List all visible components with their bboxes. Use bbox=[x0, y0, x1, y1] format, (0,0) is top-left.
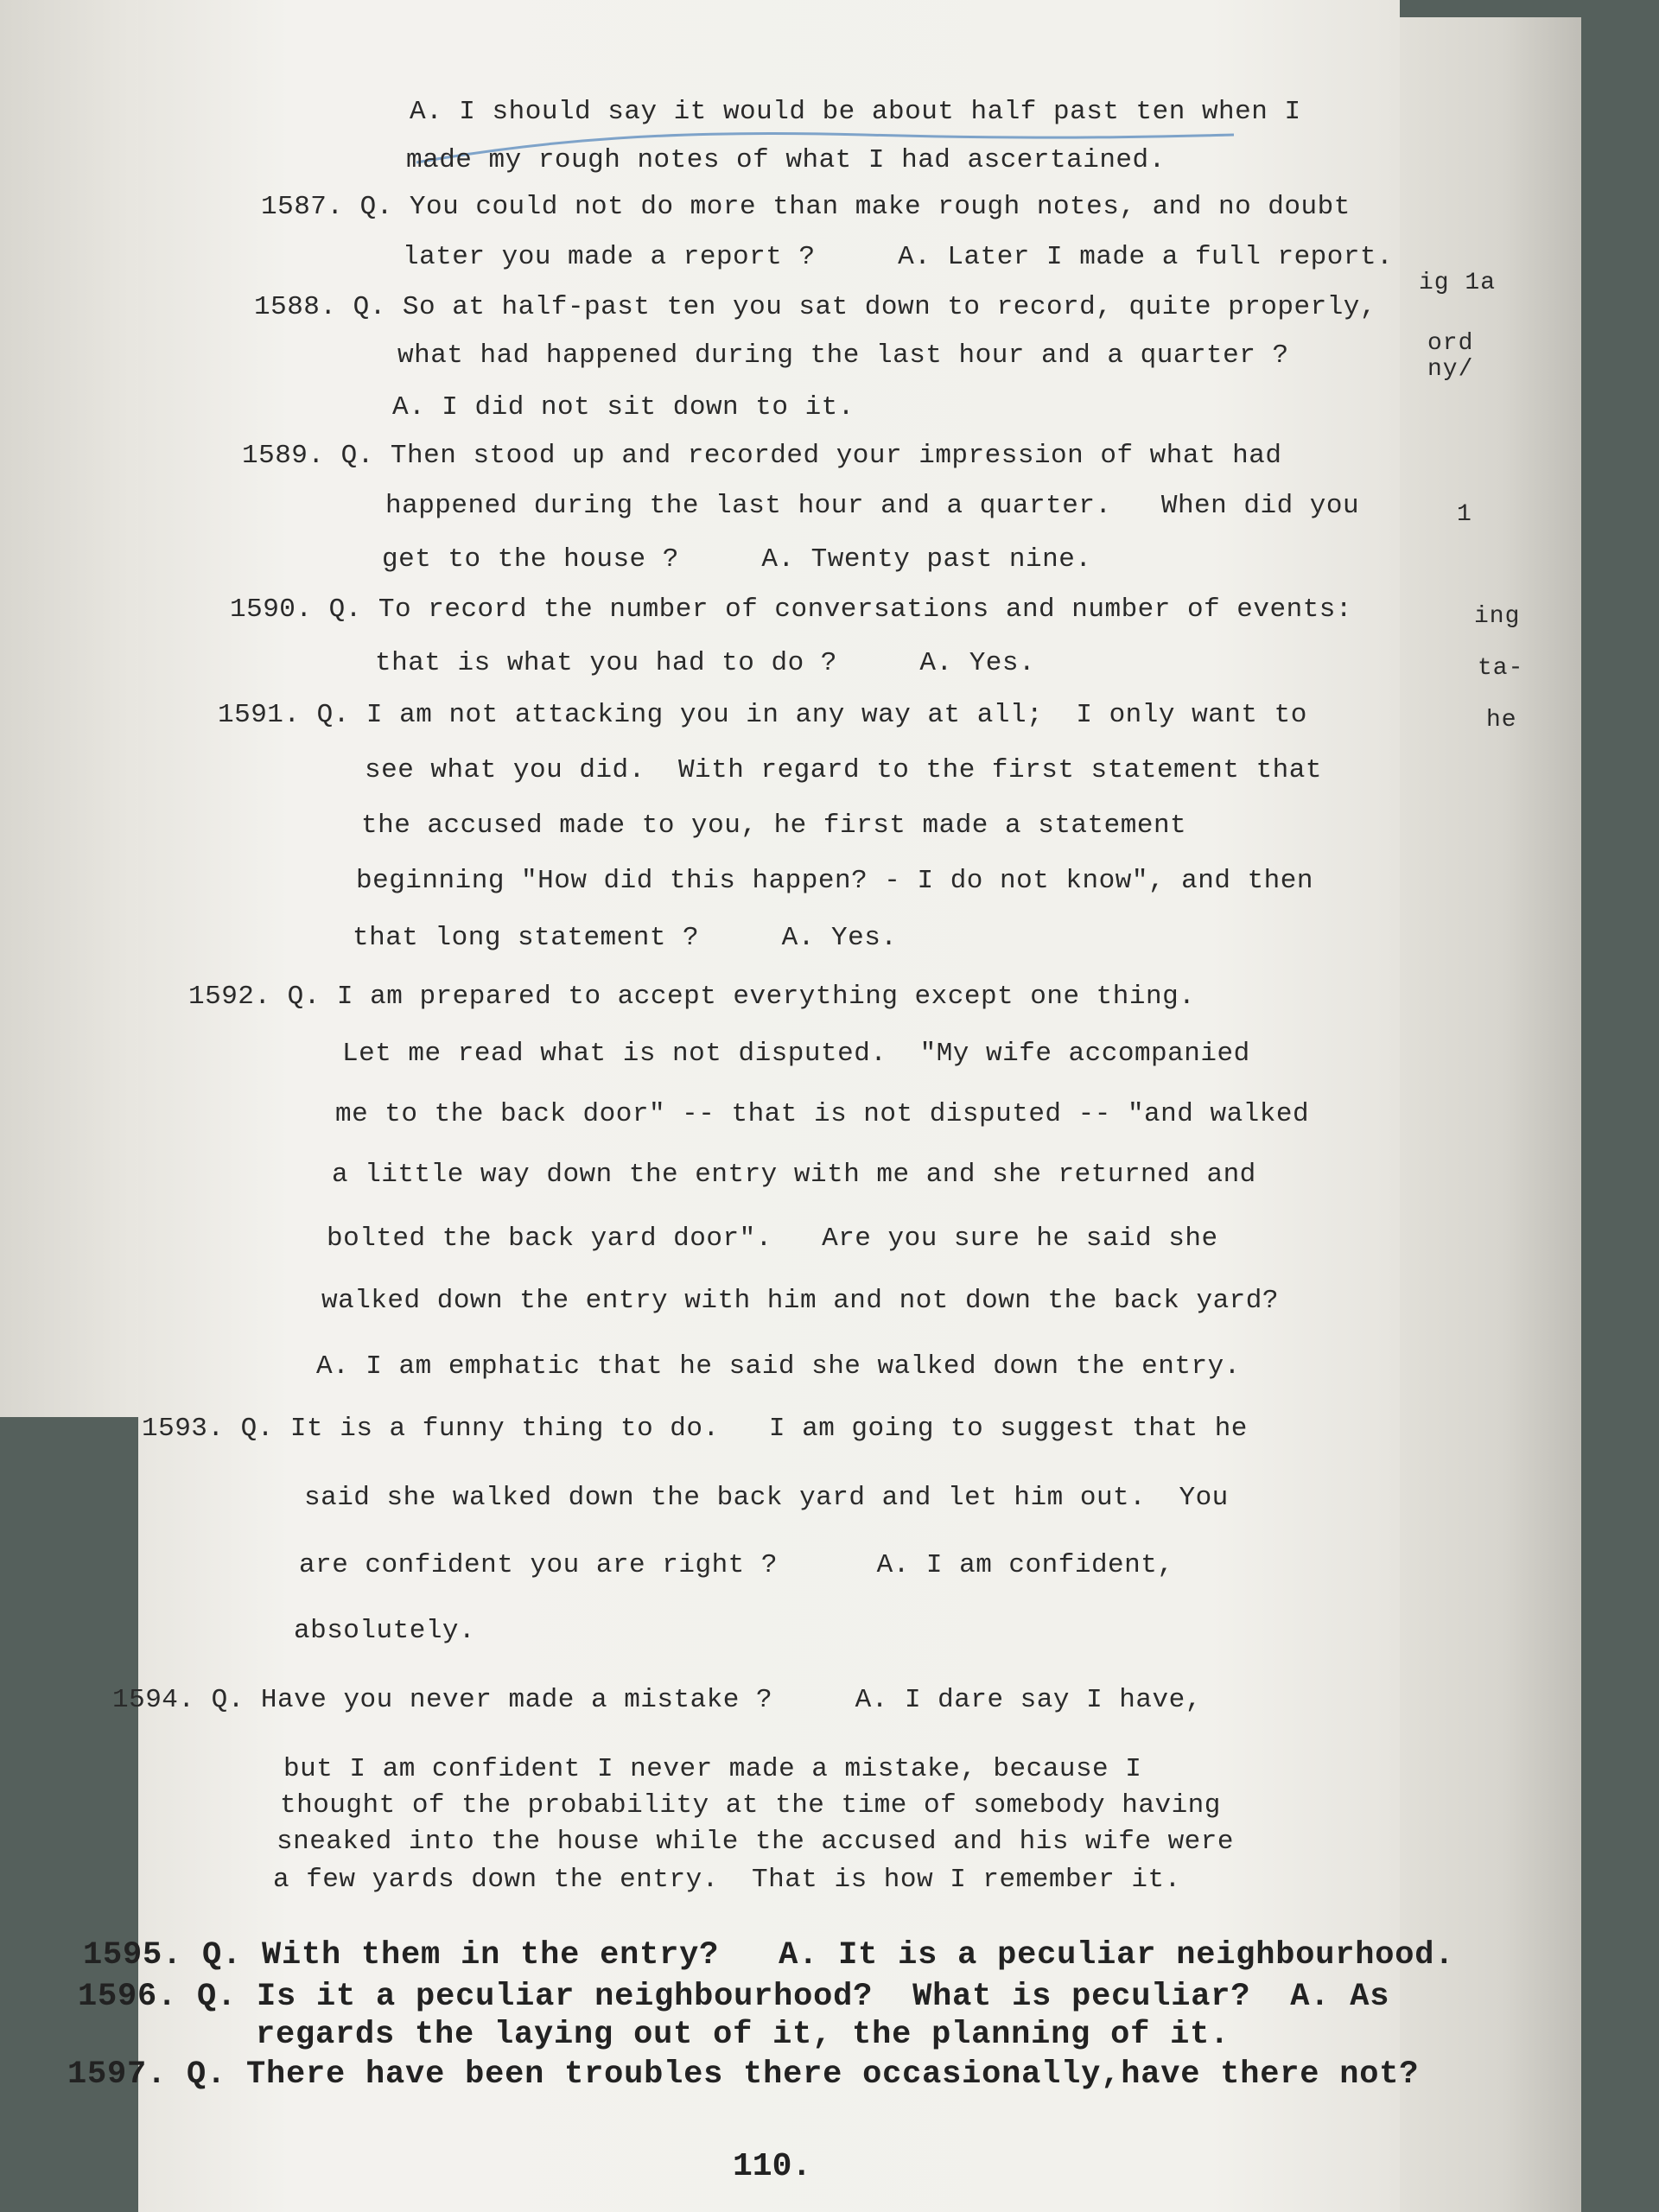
transcript-line: Let me read what is not disputed. "My wife accompanied bbox=[342, 1039, 1250, 1069]
transcript-line: regards the laying out of it, the planning of it. bbox=[256, 2017, 1230, 2053]
transcript-line: 1597. Q. There have been troubles there occasionally,have there not? bbox=[67, 2056, 1420, 2093]
page-number: 110. bbox=[733, 2148, 812, 2185]
transcript-line: A. I am emphatic that he said she walked down the entry. bbox=[316, 1351, 1241, 1382]
transcript-line: thought of the probability at the time of somebody having bbox=[280, 1790, 1221, 1821]
transcript-line: 1593. Q. It is a funny thing to do. I am going to suggest that he bbox=[142, 1414, 1248, 1444]
transcript-line: 1587. Q. You could not do more than make rough notes, and no doubt bbox=[261, 192, 1351, 222]
transcript-line: 1595. Q. With them in the entry? A. It is a peculiar neighbourhood. bbox=[83, 1937, 1455, 1974]
transcript-line: are confident you are right ? A. I am confident, bbox=[299, 1550, 1174, 1580]
transcript-line: A. I did not sit down to it. bbox=[392, 392, 855, 423]
transcript-line: what had happened during the last hour and a quarter ? bbox=[397, 340, 1289, 371]
transcript-line: the accused made to you, he first made a statement bbox=[361, 810, 1187, 841]
transcript-line: 1596. Q. Is it a peculiar neighbourhood? What is peculiar? A. As bbox=[78, 1979, 1390, 2015]
transcript-line: said she walked down the back yard and let him out. You bbox=[304, 1483, 1229, 1513]
transcript-line: a few yards down the entry. That is how I remember it. bbox=[273, 1865, 1181, 1895]
transcript-line: 1591. Q. I am not attacking you in any way at all; I only want to bbox=[218, 700, 1307, 730]
transcript-line: me to the back door" -- that is not disputed -- "and walked bbox=[335, 1099, 1310, 1129]
side-fragment: ig 1a bbox=[1419, 270, 1497, 296]
transcript-line: 1588. Q. So at half-past ten you sat down to record, quite properly, bbox=[254, 292, 1377, 322]
transcript-line: bolted the back yard door". Are you sure he said she bbox=[327, 1224, 1218, 1254]
transcript-line: 1590. Q. To record the number of conversations and number of events: bbox=[230, 594, 1353, 625]
transcript-line: absolutely. bbox=[294, 1616, 476, 1646]
transcript-line: later you made a report ? A. Later I made a full report. bbox=[403, 242, 1394, 272]
transcript-line: A. I should say it would be about half past ten when I bbox=[410, 97, 1301, 127]
side-fragment: he bbox=[1486, 707, 1517, 734]
transcript-line: get to the house ? A. Twenty past nine. bbox=[382, 544, 1092, 575]
transcript-line: sneaked into the house while the accused and his wife were bbox=[276, 1827, 1234, 1857]
transcript-line: happened during the last hour and a quarter. When did you bbox=[385, 491, 1360, 521]
side-fragment: ing bbox=[1474, 603, 1521, 630]
transcript-line: walked down the entry with him and not down the back yard? bbox=[321, 1286, 1279, 1316]
transcript-line: that is what you had to do ? A. Yes. bbox=[375, 648, 1036, 678]
side-fragment: ord bbox=[1427, 330, 1474, 357]
transcript-line: 1594. Q. Have you never made a mistake ? A. I dare say I have, bbox=[112, 1685, 1202, 1715]
transcript-line: 1589. Q. Then stood up and recorded your impression of what had bbox=[242, 441, 1282, 471]
transcript-line: that long statement ? A. Yes. bbox=[353, 923, 898, 953]
side-fragment: 1 bbox=[1457, 501, 1472, 528]
transcript-line: but I am confident I never made a mistake, because I bbox=[283, 1754, 1142, 1784]
transcript-line: a little way down the entry with me and she returned and bbox=[332, 1160, 1256, 1190]
transcript-line: made my rough notes of what I had ascertained. bbox=[406, 145, 1166, 175]
transcript-line: 1592. Q. I am prepared to accept everything except one thing. bbox=[188, 982, 1196, 1012]
transcript-line: see what you did. With regard to the first statement that bbox=[365, 755, 1322, 785]
side-fragment: ta- bbox=[1478, 655, 1524, 682]
side-fragment: ny/ bbox=[1427, 356, 1474, 383]
transcript-line: beginning "How did this happen? - I do not know", and then bbox=[356, 866, 1313, 896]
